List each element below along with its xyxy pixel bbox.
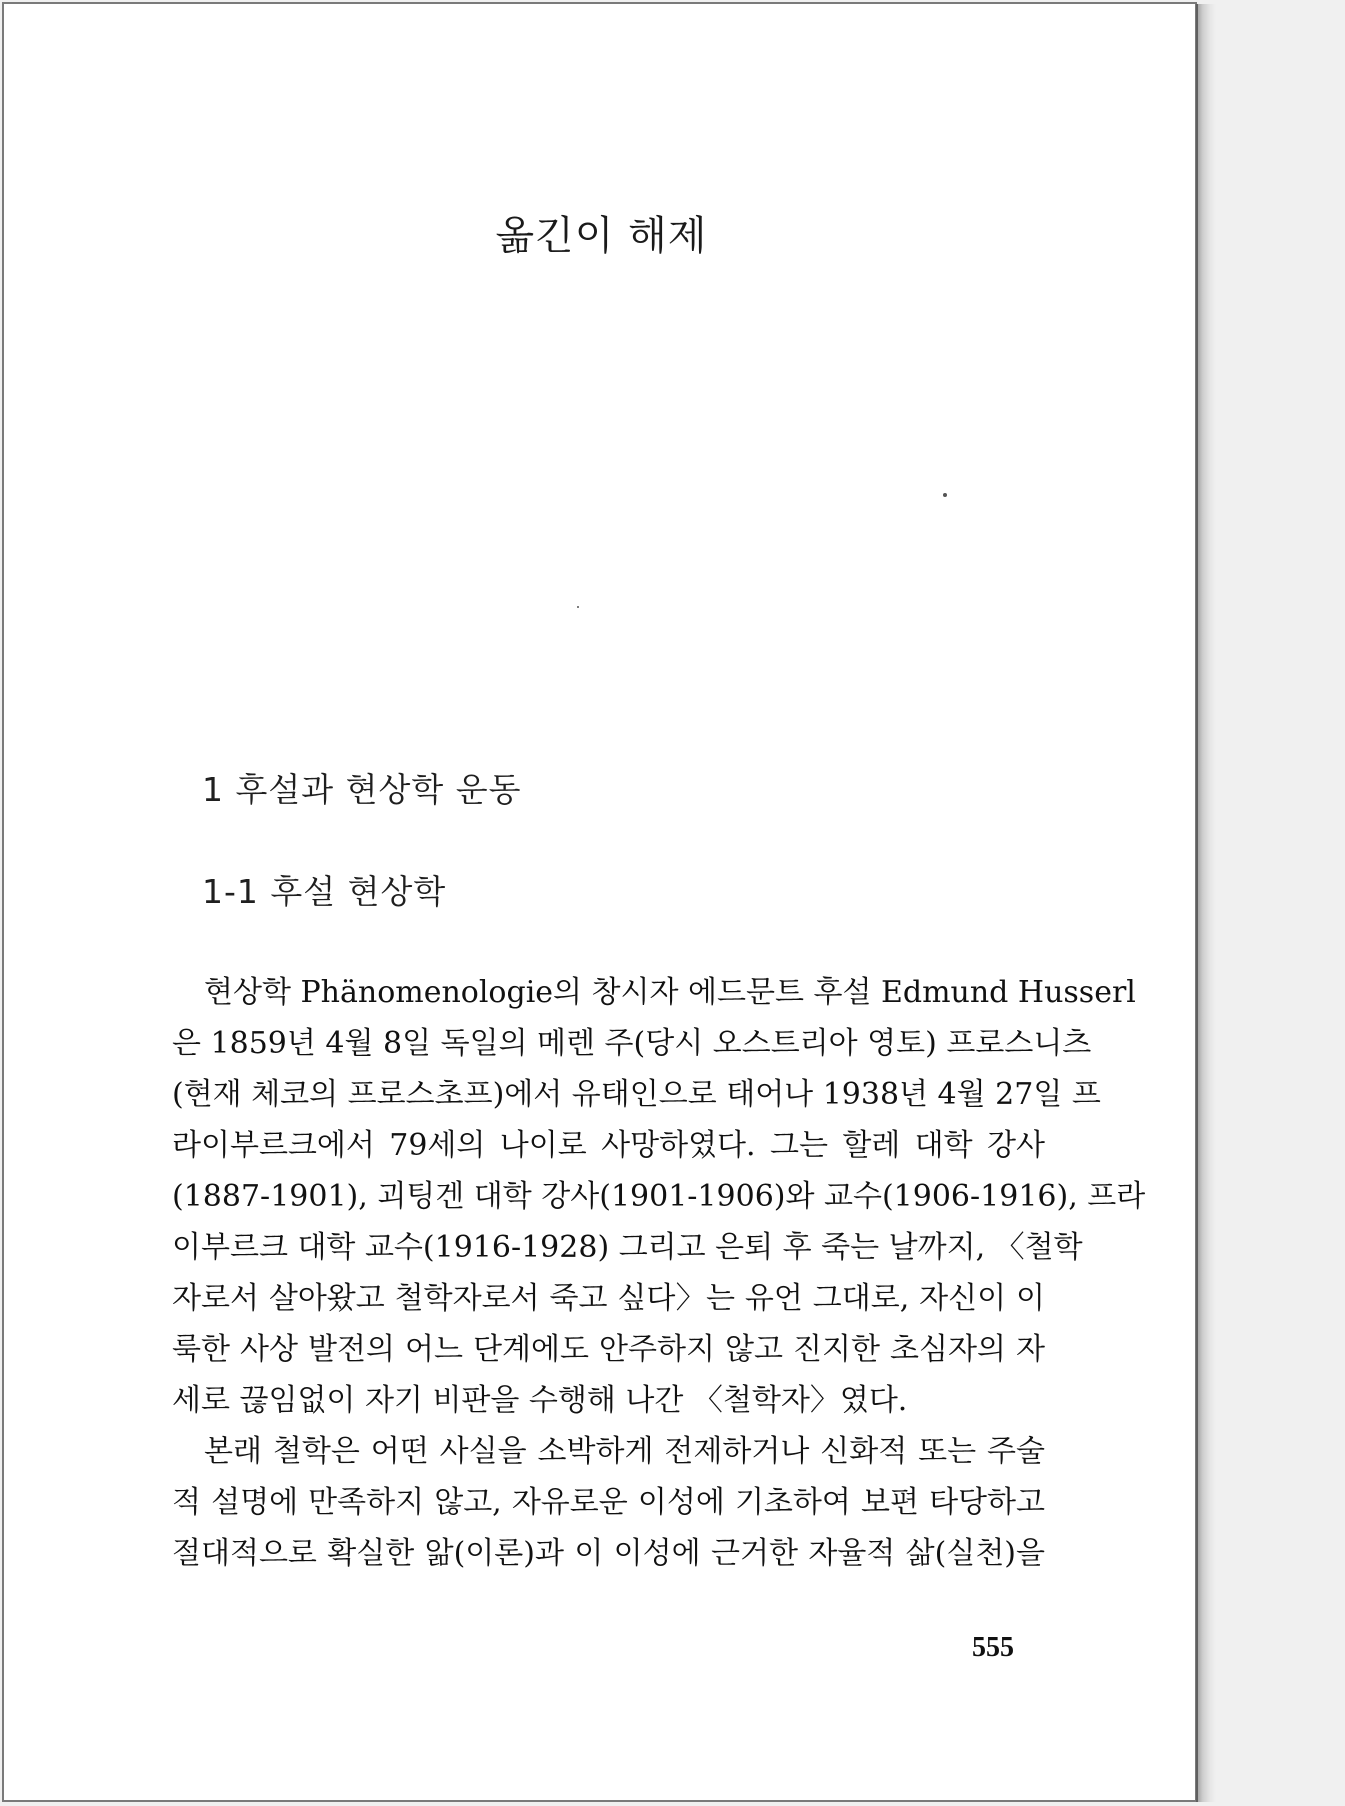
page-number: 555 <box>972 1632 1014 1663</box>
scan-speck <box>577 606 579 608</box>
body-text <box>172 967 1146 1579</box>
text-line: 적 설명에 만족하지 않고, 자유로운 이성에 기초하여 보편 타당하고 <box>172 1485 1045 1520</box>
text-line: 현상학 Phänomenologie의 창시자 에드문트 후설 Edmund Husserl <box>204 975 1136 1010</box>
subsection-heading: 1-1 후설 현상학 <box>202 872 447 911</box>
page-edge-shadow <box>1196 4 1216 1802</box>
text-line: 자로서 살아왔고 철학자로서 죽고 싶다〉는 유언 그대로, 자신이 이 <box>172 1281 1045 1316</box>
text-line: 은 1859년 4월 8일 독일의 메렌 주(당시 오스트리아 영토) 프로스니츠 <box>172 1026 1092 1061</box>
section-heading: 1 후설과 현상학 운동 <box>202 770 522 809</box>
book-page <box>2 2 1197 1802</box>
text-line: (현재 체코의 프로스초프)에서 유태인으로 태어나 1938년 4월 27일 프 <box>172 1077 1101 1112</box>
text-line: (1887-1901), 괴팅겐 대학 강사(1901-1906)와 교수(1906-1916), 프라 <box>172 1179 1146 1214</box>
text-line: 룩한 사상 발전의 어느 단계에도 안주하지 않고 진지한 초심자의 자 <box>172 1332 1045 1367</box>
scan-speck <box>943 493 947 497</box>
text-line: 이부르크 대학 교수(1916-1928) 그리고 은퇴 후 죽는 날까지, 〈철학 <box>172 1230 1083 1265</box>
text-line: 세로 끊임없이 자기 비판을 수행해 나간 〈철학자〉였다. <box>172 1383 908 1418</box>
text-line: 라이부르크에서 79세의 나이로 사망하였다. 그는 할레 대학 강사 <box>172 1128 1045 1163</box>
text-line: 본래 철학은 어떤 사실을 소박하게 전제하거나 신화적 또는 주술 <box>204 1434 1045 1469</box>
text-line: 절대적으로 확실한 앎(이론)과 이 이성에 근거한 자율적 삶(실천)을 <box>172 1536 1045 1571</box>
page-title: 옮긴이 해제 <box>495 213 708 259</box>
